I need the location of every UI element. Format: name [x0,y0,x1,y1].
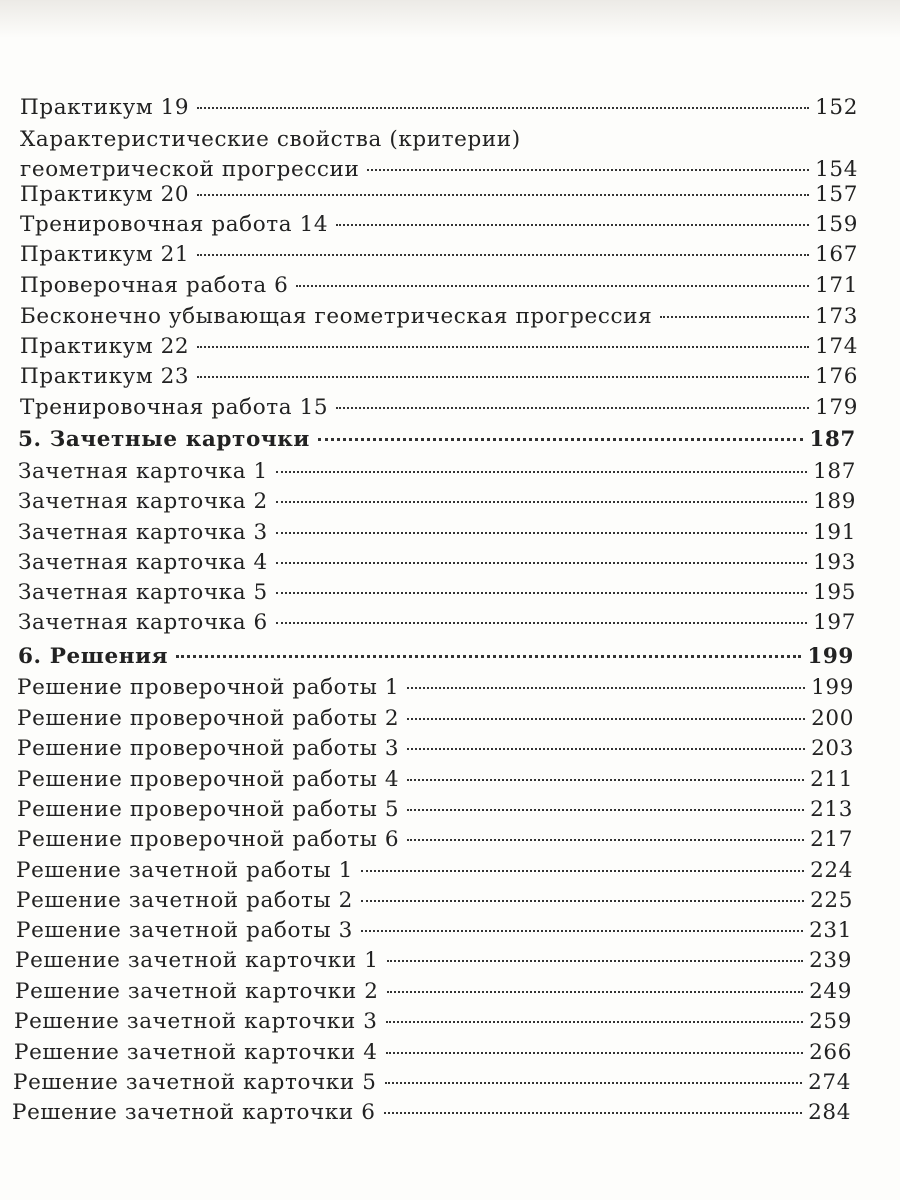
toc-leader-dots [197,346,809,348]
toc-entry-page: 197 [813,610,856,635]
toc-entry-page: 179 [815,395,858,420]
toc-entry-title: Решение зачетной карточки 4 [14,1040,378,1065]
toc-leader-dots [384,1112,803,1114]
toc-entry-page: 213 [810,797,853,822]
toc-entry [15,946,852,976]
toc-entry-title: Решение зачетной работы 2 [16,888,353,913]
page-top-edge [0,0,900,38]
toc-leader-dots [276,471,807,473]
toc-entry-page: 284 [808,1100,851,1125]
toc-entry-title: Зачетная карточка 2 [18,489,268,514]
toc-section-heading [18,642,854,672]
toc-entry [20,362,858,392]
toc-entry [13,1068,851,1098]
toc-leader-dots [407,748,805,750]
toc-entry-page: 167 [815,242,858,267]
toc-entry [18,487,856,517]
toc-entry-title: Решение проверочной работы 2 [17,706,400,731]
toc-entry-page: 239 [809,948,852,973]
toc-entry [16,916,852,946]
toc-entry [18,578,856,608]
toc-entry-page: 159 [815,212,858,237]
toc-leader-dots [386,1021,804,1023]
toc-leader-dots [361,900,804,902]
toc-leader-dots [197,254,809,256]
toc-entry-title: Практикум 20 [20,182,190,207]
toc-section-title: 6. Решения [18,644,169,669]
toc-entry-title: Решение проверочной работы 6 [17,827,400,852]
toc-entry [17,734,854,764]
toc-leader-dots [407,779,804,781]
toc-entry-page: 193 [813,550,856,575]
table-of-contents [0,93,900,1173]
toc-section-heading [18,425,856,455]
toc-entry-title: Решение зачетной карточки 2 [15,979,379,1004]
toc-leader-dots [296,285,809,287]
toc-entry-title: Практикум 19 [20,95,190,120]
toc-leader-dots [660,316,809,318]
toc-leader-dots [387,991,804,993]
toc-entry-title: Решение зачетной карточки 5 [13,1070,377,1095]
toc-leader-dots [386,1052,804,1054]
toc-entry [18,518,856,548]
toc-entry-page: 154 [815,157,858,182]
toc-entry-page: 274 [808,1070,851,1095]
toc-entry-page: 187 [813,459,856,484]
toc-entry-page: 211 [810,767,853,792]
toc-entry [17,795,853,825]
toc-entry [16,886,853,916]
toc-section-page: 187 [809,427,856,452]
toc-entry-title: Зачетная карточка 5 [18,580,268,605]
toc-entry-title: Тренировочная работа 15 [20,395,329,420]
toc-leader-dots [407,839,804,841]
toc-entry-page: 203 [811,736,854,761]
toc-leader-dots [361,930,803,932]
toc-entry-title: Практикум 23 [20,364,190,389]
toc-leader-dots [276,622,807,624]
toc-entry-title: Решение зачетной карточки 1 [15,948,379,973]
toc-entry-page: 173 [815,304,858,329]
toc-entry [17,704,854,734]
toc-entry-page: 224 [810,858,853,883]
toc-entry-page: 189 [813,489,856,514]
toc-entry [20,240,858,270]
toc-entry-title: Зачетная карточка 1 [18,459,268,484]
toc-entry [17,673,854,703]
toc-entry-title: Решение проверочной работы 5 [17,797,400,822]
toc-leader-dots [318,438,803,441]
toc-entry-title: Решение зачетной работы 3 [16,918,353,943]
toc-leader-dots [197,376,809,378]
toc-entry-title: Решение проверочной работы 3 [17,736,400,761]
toc-entry-page: 266 [809,1040,852,1065]
toc-entry-title: Практикум 22 [20,334,190,359]
toc-entry-title: Зачетная карточка 4 [18,550,268,575]
toc-leader-dots [276,562,807,564]
toc-leader-dots [385,1082,803,1084]
toc-entry-title: Решение зачетной работы 1 [16,858,353,883]
toc-leader-dots [276,532,807,534]
toc-entry-title: Зачетная карточка 6 [18,610,268,635]
toc-entry [15,977,852,1007]
toc-entry-title: Решение зачетной карточки 3 [14,1009,378,1034]
toc-entry [20,210,858,240]
toc-entry-title: Практикум 21 [20,242,190,267]
toc-entry-page: 171 [815,273,858,298]
toc-entry [20,332,858,362]
toc-entry-title: Бесконечно убывающая геометрическая прогрессия [20,304,653,329]
toc-entry-page: 200 [811,706,854,731]
toc-entry-page: 191 [813,520,856,545]
toc-leader-dots [336,224,809,226]
toc-section-title: 5. Зачетные карточки [18,427,310,452]
toc-entry-title: Зачетная карточка 3 [18,520,268,545]
toc-entry-title: Решение зачетной карточки 6 [12,1100,376,1125]
toc-entry-page: 195 [813,580,856,605]
toc-leader-dots [407,809,804,811]
toc-entry-page: 199 [811,675,854,700]
toc-entry [17,765,853,795]
toc-entry [14,1038,852,1068]
toc-entry-page: 176 [815,364,858,389]
toc-entry-title: Тренировочная работа 14 [20,212,329,237]
toc-leader-dots [361,870,804,872]
toc-entry [20,271,858,301]
toc-leader-dots [387,960,804,962]
toc-entry [20,393,858,423]
toc-leader-dots [197,107,809,109]
toc-entry-page: 231 [809,918,852,943]
toc-entry [18,608,856,638]
toc-entry [14,1007,852,1037]
toc-section-page: 199 [807,644,854,669]
toc-leader-dots [336,407,809,409]
toc-entry [17,825,853,855]
toc-entry [20,302,858,332]
toc-entry [18,548,856,578]
toc-entry [20,180,858,210]
toc-entry-page: 259 [809,1009,852,1034]
toc-leader-dots [176,655,801,658]
toc-entry-page: 225 [810,888,853,913]
toc-entry [12,1098,851,1128]
toc-leader-dots [276,592,807,594]
toc-leader-dots [407,718,805,720]
toc-entry-title-continued: геометрической прогрессии [20,157,360,182]
toc-leader-dots [276,501,807,503]
toc-entry [20,125,858,185]
toc-entry [16,856,853,886]
toc-entry-title: Решение проверочной работы 4 [17,767,400,792]
toc-entry-title: Характеристические свойства (критерии) [20,127,521,152]
toc-entry [20,93,858,123]
toc-leader-dots [407,687,805,689]
toc-entry-title: Проверочная работа 6 [20,273,289,298]
toc-entry [18,457,856,487]
toc-leader-dots [197,194,809,196]
toc-entry-page: 217 [810,827,853,852]
toc-leader-dots [367,169,809,171]
toc-entry-page: 249 [809,979,852,1004]
toc-entry-title: Решение проверочной работы 1 [17,675,400,700]
toc-entry-page: 152 [815,95,858,120]
toc-entry-page: 157 [815,182,858,207]
toc-entry-page: 174 [815,334,858,359]
